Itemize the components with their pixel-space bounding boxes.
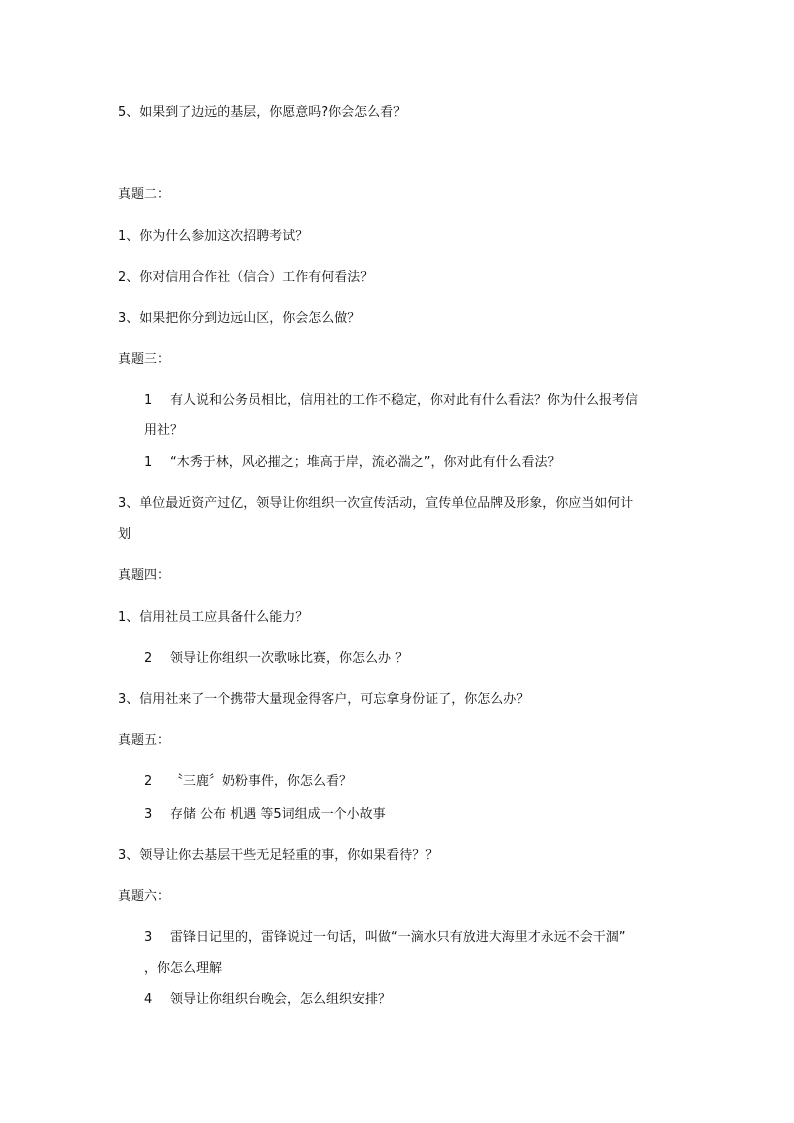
list-number: 2 [144, 651, 153, 666]
question-line [144, 391, 638, 411]
section-heading: 真题六： [118, 889, 171, 904]
question-line: 5、如果到了边远的基层，你愿意吗?你会怎么看？ [118, 105, 407, 120]
question-line [144, 990, 391, 1010]
question-text: 领导让你组织一次歌咏比赛，你怎么办 ？ [170, 651, 409, 666]
list-number: 2 [144, 774, 153, 789]
list-number: 3 [144, 930, 153, 945]
question-text: 领导让你组织台晚会，怎么组织安排？ [170, 992, 392, 1007]
list-number: 1 [144, 393, 153, 408]
list-number: 4 [144, 992, 153, 1007]
question-text: 雷锋日记里的，雷锋说过一句话，叫做“一滴水只有放进大海里才永远不会干涸” [170, 930, 626, 945]
question-line: 3、信用社来了一个携带大量现金得客户，可忘拿身份证了，你怎么办？ [118, 692, 530, 707]
question-line: 3、如果把你分到边远山区，你会怎么做？ [118, 311, 361, 326]
question-text: 有人说和公务员相比，信用社的工作不稳定，你对此有什么看法？你为什么报考信 [170, 393, 639, 408]
question-text: “木秀于林，风必摧之；堆高于岸，流必湍之”，你对此有什么看法？ [170, 455, 561, 470]
question-line: 1、信用社员工应具备什么能力？ [118, 610, 309, 625]
section-heading: 真题五： [118, 733, 171, 748]
list-number: 3 [144, 807, 153, 822]
question-line: 2、你对信用合作社（信合）工作有何看法？ [118, 270, 374, 285]
question-line: 3、领导让你去基层干些无足轻重的事，你如果看待？？ [118, 848, 439, 863]
question-line [144, 453, 560, 473]
question-line [144, 805, 386, 825]
question-continuation: 划 [118, 527, 132, 542]
question-text: 存储 公布 机遇 等5词组成一个小故事 [170, 807, 386, 822]
section-heading: 真题四： [118, 568, 171, 583]
question-line [144, 772, 352, 792]
question-line: 3、单位最近资产过亿，领导让你组织一次宣传活动，宣传单位品牌及形象，你应当如何计 [118, 496, 634, 511]
question-continuation: 用社？ [144, 423, 184, 438]
section-heading: 真题二： [118, 187, 171, 202]
list-number: 1 [144, 455, 153, 470]
question-line: 1、你为什么参加这次招聘考试？ [118, 229, 309, 244]
question-continuation: ，你怎么理解 [144, 961, 223, 976]
question-line [144, 928, 625, 948]
question-text: 〝三鹿〞奶粉事件，你怎么看？ [170, 774, 353, 789]
section-heading: 真题三： [118, 352, 171, 367]
question-line [144, 649, 408, 669]
